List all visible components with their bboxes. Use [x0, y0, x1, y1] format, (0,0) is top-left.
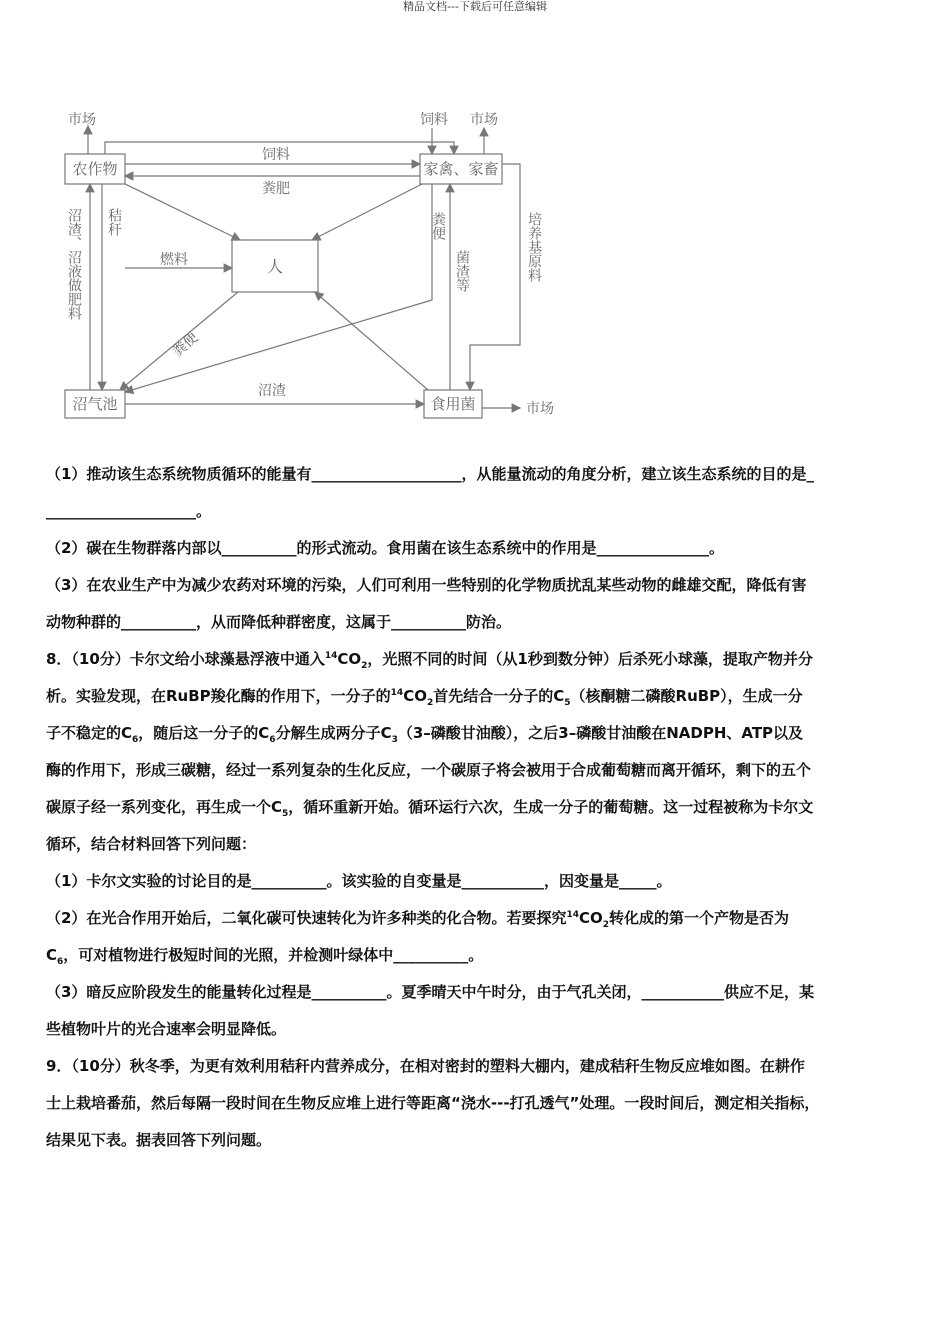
- label-residue-fertilizer: 沼渣、沼液做肥料: [66, 208, 82, 320]
- label-feed-top: 饲料: [420, 112, 448, 128]
- q8-line1: 8．（10分）卡尔文给小球藻悬浮液中通入$^{14}CO_2$，光照不同的时间（从1秒到数分钟）后杀死小球藻，提取产物并分: [46, 650, 813, 671]
- q7-1-line1: （1）推动该生态系统物质循环的能量有____________________，从能量流动的角度分析，建立该生态系统的目的是_: [46, 465, 814, 483]
- q8-3-line2: 些植物叶片的光合速率会明显降低。: [46, 1020, 287, 1038]
- q9-line1: 9．（10分）秋冬季，为更有效利用秸秆内营养成分，在相对密封的塑料大棚内，建成秸秆生物反应堆如图。在耕作: [46, 1057, 805, 1075]
- q8-line5: 碳原子经一系列变化，再生成一个$C_5$，循环重新开始。循环运行六次，生成一分子的葡萄糖。这一过程被称为卡尔文: [46, 798, 814, 819]
- label-fungus-residue: 菌渣等: [454, 250, 470, 292]
- node-fungi: 食用菌: [430, 395, 476, 413]
- node-crops: 农作物: [72, 160, 118, 178]
- label-market-bottom-right: 市场: [526, 401, 554, 417]
- page-header: 精品文档---下载后可任意编辑: [403, 0, 547, 13]
- q7-3-line1: （3）在农业生产中为减少农药对环境的污染，人们可利用一些特别的化学物质扰乱某些动物的雌雄交配，降低有害: [46, 576, 807, 594]
- q7-1-line2: ____________________。: [46, 502, 212, 520]
- q8-3-line1: （3）暗反应阶段发生的能量转化过程是__________。夏季晴天中午时分，由于气孔关闭，___________供应不足，某: [46, 983, 814, 1001]
- label-feces-left: 粪便: [169, 329, 202, 361]
- q8-line6: 循环，结合材料回答下列问题：: [46, 835, 257, 853]
- q9-line3: 结果见下表。据表回答下列问题。: [46, 1131, 272, 1149]
- ecosystem-diagram: [50, 100, 570, 430]
- q8-line2: 析。实验发现，在RuBP羧化酶的作用下，一分子的$^{14}CO_2$首先结合一分子的$C_5$（核酮糖二磷酸RuBP），生成一分: [46, 687, 803, 708]
- question-text: [46, 456, 908, 1159]
- q7-2: （2）碳在生物群落内部以__________的形式流动。食用菌在该生态系统中的作用是_______________。: [46, 539, 724, 557]
- label-straw: 秸秆: [106, 208, 122, 236]
- node-livestock: 家禽、家畜: [423, 160, 499, 178]
- q9-line2: 士上栽培番茄，然后每隔一段时间在生物反应堆上进行等距离“浇水---打孔透气”处理。一段时间后，测定相关指标，: [46, 1094, 820, 1112]
- q7-3-line2: 动物种群的__________，从而降低种群密度，这属于__________防治。: [46, 613, 512, 631]
- label-manure: 粪肥: [262, 181, 290, 197]
- node-person: 人: [266, 257, 284, 276]
- q8-line3: 子不稳定的$C_6$，随后这一分子的$C_6$分解生成两分子$C_3(3-$磷酸甘油酸），之后3–磷酸甘油酸在NADPH、ATP以及: [46, 724, 804, 745]
- label-market-top-right: 市场: [470, 112, 498, 128]
- label-biogas-residue: 沼渣: [258, 383, 286, 399]
- q8-2-line1: （2）在光合作用开始后，二氧化碳可快速转化为许多种类的化合物。若要探究$^{14}CO_2$转化成的第一个产物是否为: [46, 909, 790, 930]
- node-biogas: 沼气池: [72, 395, 118, 413]
- label-culture-material: 培养基原料: [526, 212, 542, 282]
- q8-1: （1）卡尔文实验的讨论目的是__________。该实验的自变量是___________，因变量是_____。: [46, 872, 672, 890]
- q8-line4: 酶的作用下，形成三碳糖，经过一系列复杂的生化反应，一个碳原子将会被用于合成葡萄糖而离开循环，剩下的五个: [46, 761, 812, 779]
- q8-2-line2: $C_6$，可对植物进行极短时间的光照，并检测叶绿体中__________。: [46, 946, 484, 967]
- label-fuel: 燃料: [160, 252, 188, 268]
- label-market-top-left: 市场: [68, 112, 96, 128]
- label-feces-right: 粪便: [430, 212, 446, 240]
- label-feed-mid: 饲料: [262, 147, 290, 163]
